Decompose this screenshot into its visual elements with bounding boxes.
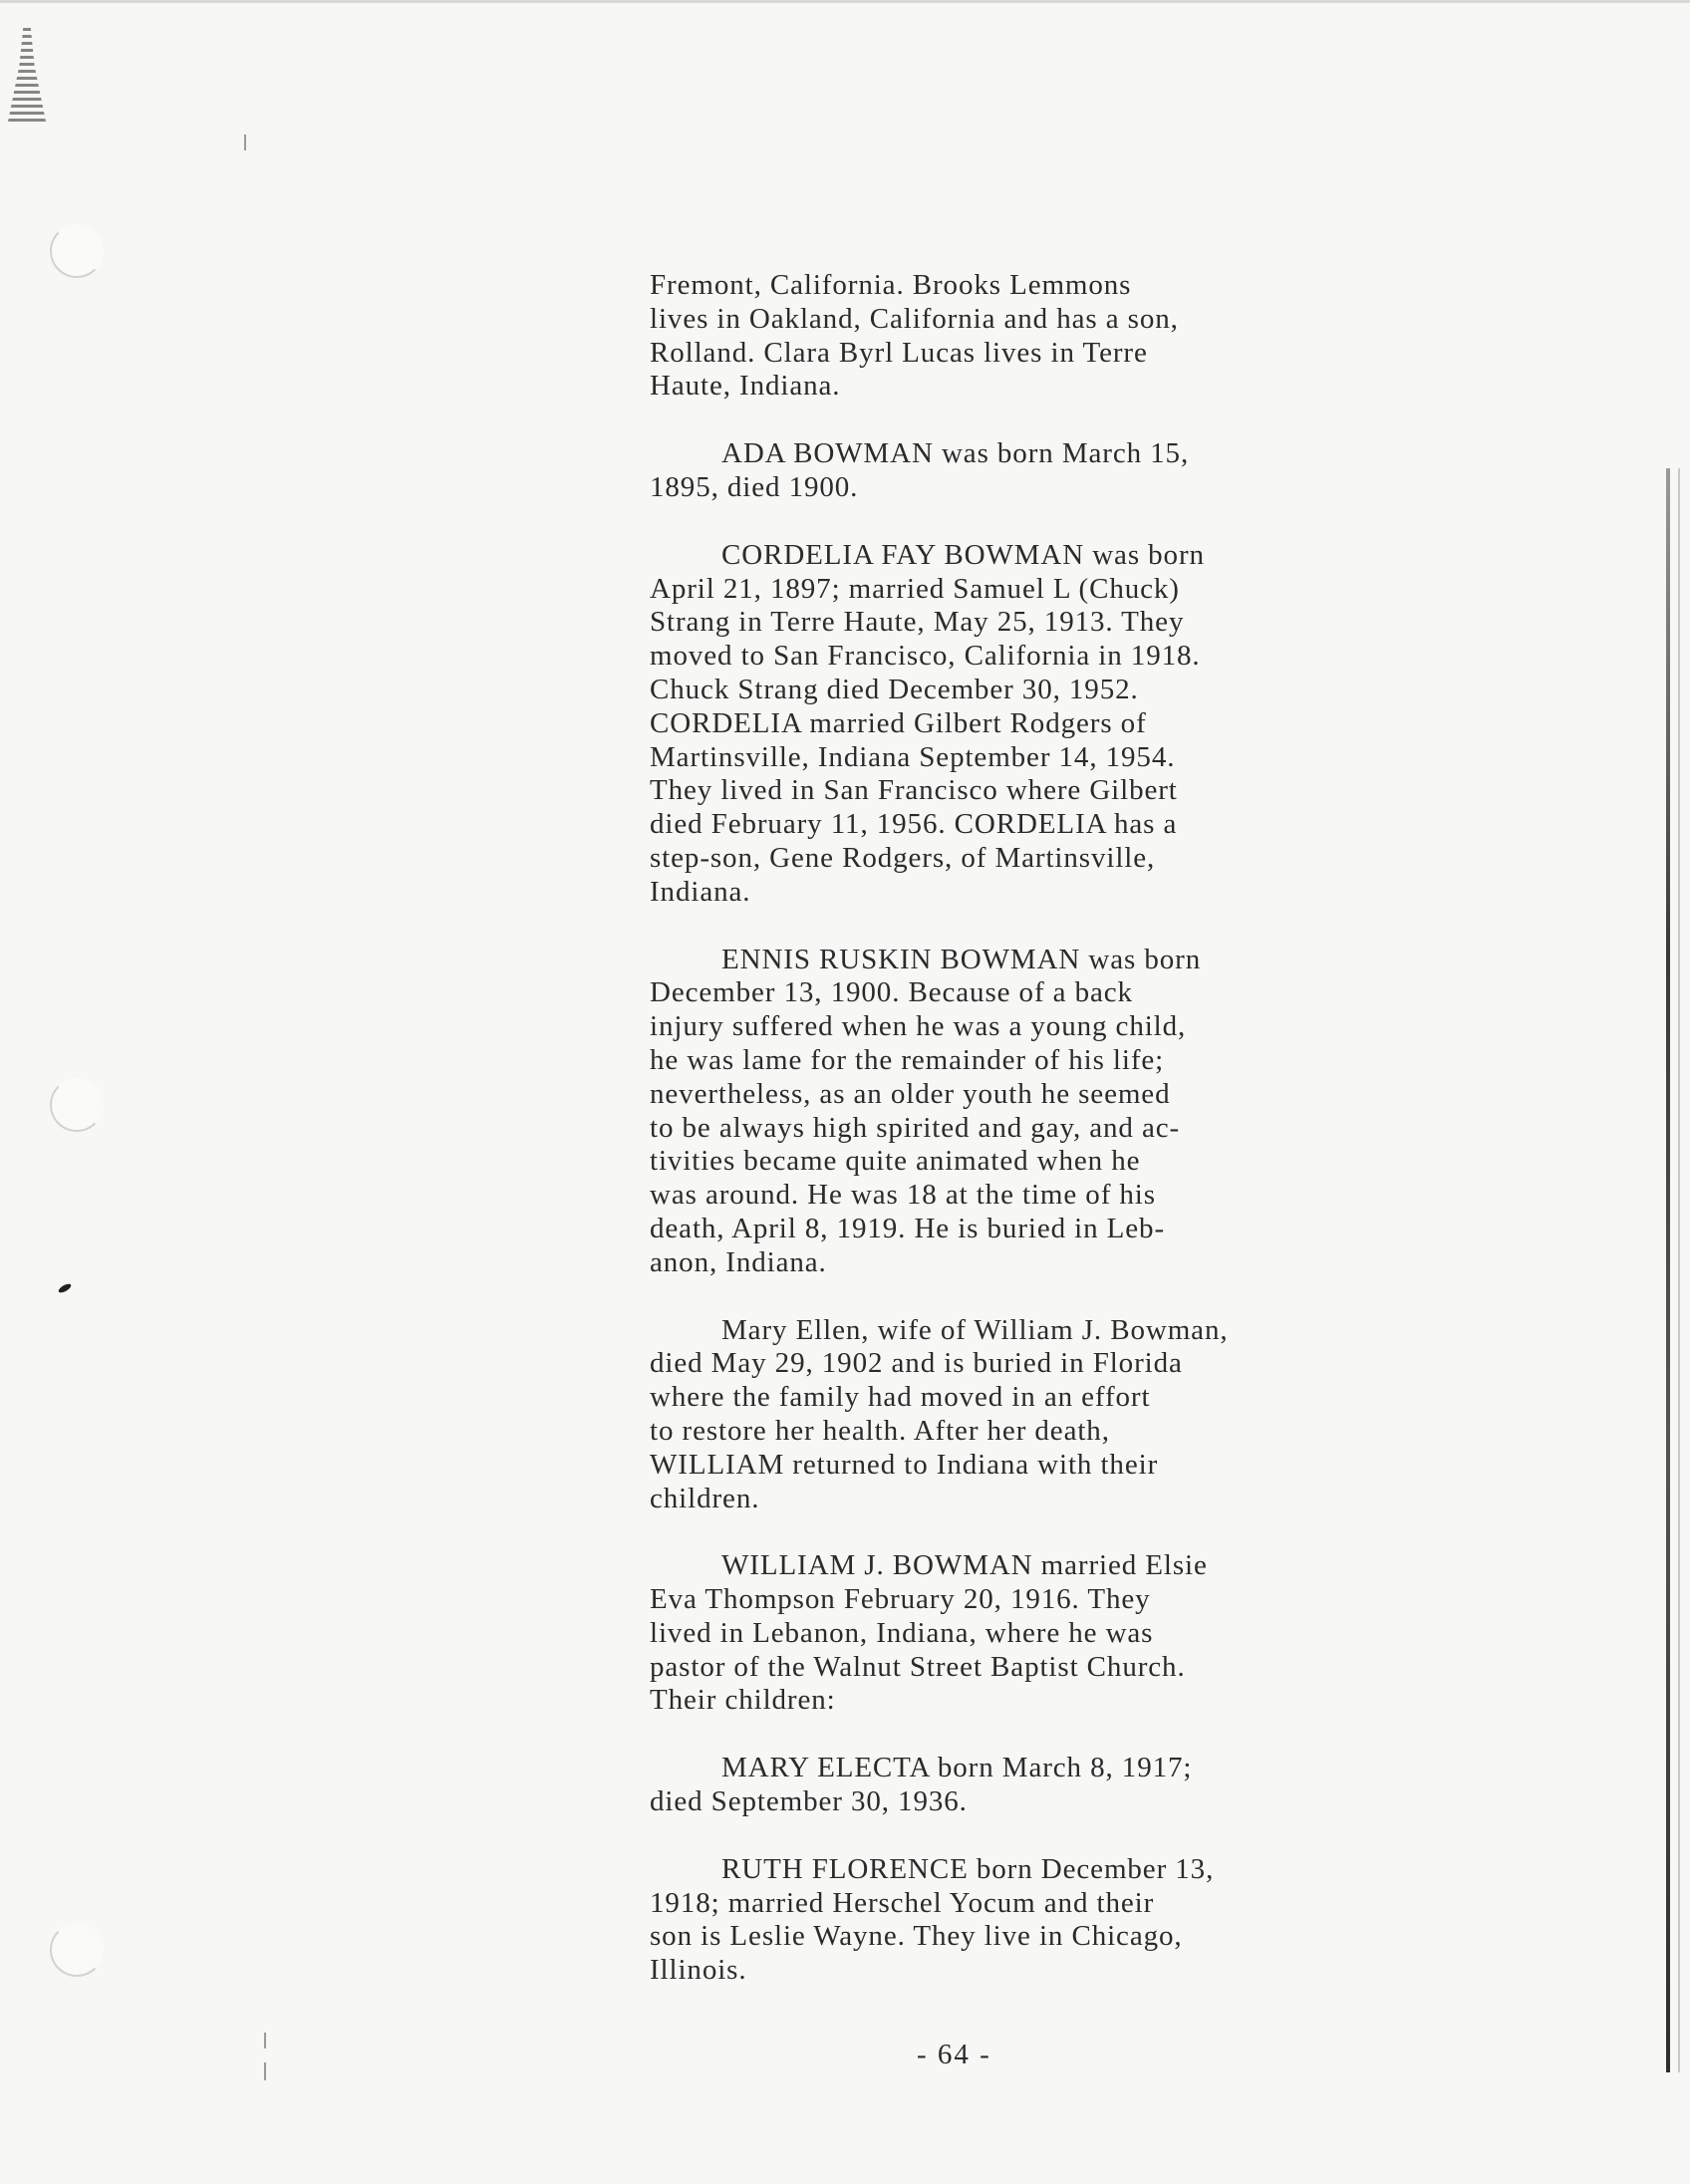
text-line: son is Leslie Wayne. They live in Chicago, <box>650 1920 1183 1953</box>
text-line: MARY ELECTA born March 8, 1917; <box>721 1752 1193 1784</box>
paragraph-ruth-florence <box>650 1853 1407 1988</box>
text-line: ENNIS RUSKIN BOWMAN was born <box>721 943 1202 975</box>
text-line: December 13, 1900. Because of a back <box>650 976 1133 1009</box>
text-line: died May 29, 1902 and is buried in Florida <box>650 1347 1183 1380</box>
paragraph-cordelia-bowman <box>650 539 1407 910</box>
text-line: died September 30, 1936. <box>650 1785 968 1818</box>
text-line: nevertheless, as an older youth he seemed <box>650 1077 1171 1110</box>
punch-hole-middle <box>50 1078 104 1132</box>
text-line: 1895, died 1900. <box>650 470 859 503</box>
text-line: WILLIAM J. BOWMAN married Elsie <box>721 1549 1208 1582</box>
paragraph-ennis-bowman <box>650 944 1407 1280</box>
text-line: Haute, Indiana. <box>650 370 841 403</box>
text-line: WILLIAM returned to Indiana with their <box>650 1448 1159 1481</box>
text-line: ADA BOWMAN was born March 15, <box>721 437 1190 470</box>
text-line: anon, Indiana. <box>650 1245 827 1278</box>
scan-right-shadow <box>1666 468 1670 2072</box>
scan-corner-mark <box>8 28 46 122</box>
paragraph-william-bowman <box>650 1549 1407 1718</box>
scan-speck <box>57 1282 72 1294</box>
body-text <box>650 269 1407 2022</box>
text-line: April 21, 1897; married Samuel L (Chuck) <box>650 572 1180 605</box>
text-line: Their children: <box>650 1684 836 1717</box>
text-line: Strang in Terre Haute, May 25, 1913. They <box>650 606 1185 639</box>
text-line: where the family had moved in an effort <box>650 1381 1151 1414</box>
margin-tick <box>264 2062 266 2080</box>
text-line: Martinsville, Indiana September 14, 1954. <box>650 740 1176 773</box>
text-line: lived in Lebanon, Indiana, where he was <box>650 1616 1154 1649</box>
text-line: to be always high spirited and gay, and ac- <box>650 1111 1181 1144</box>
paragraph-mary-electa <box>650 1752 1407 1819</box>
text-line: RUTH FLORENCE born December 13, <box>721 1852 1215 1885</box>
text-line: Mary Ellen, wife of William J. Bowman, <box>721 1313 1229 1346</box>
text-line: death, April 8, 1919. He is buried in Leb- <box>650 1212 1166 1244</box>
text-line: Illinois. <box>650 1954 747 1987</box>
text-line: Indiana. <box>650 875 751 908</box>
text-line: died February 11, 1956. CORDELIA has a <box>650 808 1178 841</box>
text-line: Eva Thompson February 20, 1916. They <box>650 1583 1151 1616</box>
punch-hole-bottom <box>50 1923 104 1977</box>
page-number: - 64 - <box>917 2039 991 2070</box>
text-line: Chuck Strang died December 30, 1952. <box>650 673 1139 705</box>
margin-tick <box>244 135 246 150</box>
text-line: 1918; married Herschel Yocum and their <box>650 1886 1155 1919</box>
text-line: tivities became quite animated when he <box>650 1145 1141 1178</box>
text-line: was around. He was 18 at the time of his <box>650 1179 1156 1212</box>
punch-hole-top <box>50 224 104 278</box>
paragraph-lemmons <box>650 269 1407 404</box>
text-line: pastor of the Walnut Street Baptist Church. <box>650 1650 1186 1683</box>
margin-tick <box>264 2033 266 2048</box>
paragraph-mary-ellen <box>650 1314 1407 1516</box>
scan-right-edge <box>1678 468 1680 2072</box>
text-line: moved to San Francisco, California in 1918. <box>650 640 1201 673</box>
text-line: Rolland. Clara Byrl Lucas lives in Terre <box>650 336 1148 369</box>
text-line: CORDELIA FAY BOWMAN was born <box>721 538 1205 571</box>
text-line: CORDELIA married Gilbert Rodgers of <box>650 706 1147 739</box>
paragraph-ada-bowman <box>650 437 1407 505</box>
text-line: children. <box>650 1482 760 1514</box>
text-line: step-son, Gene Rodgers, of Martinsville, <box>650 841 1156 874</box>
text-line: injury suffered when he was a young child, <box>650 1010 1187 1043</box>
text-line: to restore her health. After her death, <box>650 1414 1110 1447</box>
text-line: They lived in San Francisco where Gilbert <box>650 774 1178 807</box>
page-top-edge <box>0 0 1690 3</box>
text-line: Fremont, California. Brooks Lemmons <box>650 269 1132 301</box>
text-line: he was lame for the remainder of his life; <box>650 1043 1165 1076</box>
text-line: lives in Oakland, California and has a son, <box>650 302 1179 335</box>
